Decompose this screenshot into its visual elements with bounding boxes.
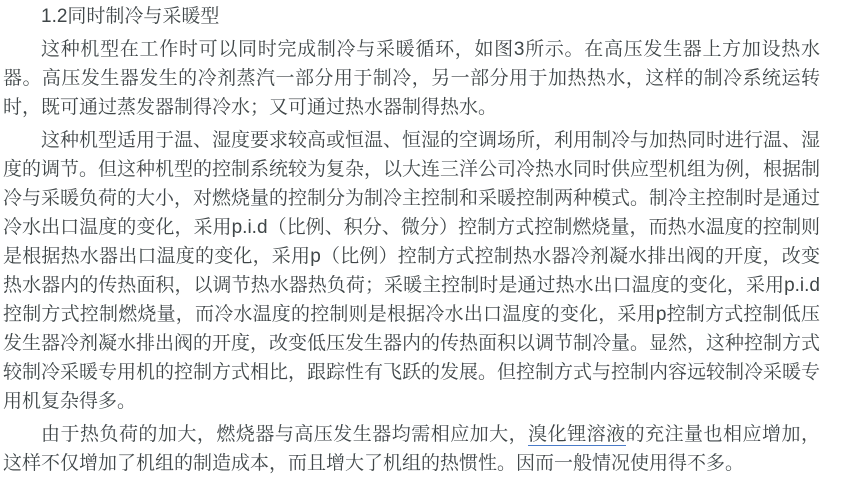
paragraph-control-modes: 这种机型适用于温、湿度要求较高或恒温、恒湿的空调场所，利用制冷与加热同时进行温、湿度的调节。但这种机型的控制系统较为复杂，以大连三洋公司冷热水同时供应型机组为例，根据制冷与采暖负荷的大小，对燃烧量的控制分为制冷主控制和采暖控制两种模式。制冷主控制时是通过冷水出口温度的变化，采用p.i.d（比例、积分、微分）控制方式控制燃烧量，而热水温度的控制则是根据热水器出口温度的变化，采用p（比例）控制方式控制热水器冷剂凝水排出阀的开度，改变热水器内的传热面积，以调节热水器热负荷；采暖主控制时是通过热水出口温度的变化，采用p.i.d控制方式控制燃烧量，而冷水温度的控制则是根据冷水出口温度的变化，采用p控制方式控制低压发生器冷剂凝水排出阀的开度，改变低压发生器内的传热面积以调节制冷量。显然，这种控制方式较制冷采暖专用机的控制方式相比，跟踪性有飞跃的发展。但控制方式与控制内容远较制冷采暖专用机复杂得多。 (3, 130, 821, 412)
paragraph-cost-conclusion (3, 420, 820, 478)
paragraph-machine-description: 这种机型在工作时可以同时完成制冷与采暖循环，如图3所示。在高压发生器上方加设热水器。高压发生器发生的冷剂蒸汽一部分用于制冷，另一部分用于加热热水，这样的制冷系统运转时，既可通过蒸发器制得冷水；又可通过热水器制得热水。 (3, 39, 820, 118)
section-heading: 1.2同时制冷与采暖型 (41, 6, 220, 27)
paragraph-cost-text-before-link: 由于热负荷的加大，燃烧器与高压发生器均需相应加大， (41, 424, 529, 445)
paragraph-cost-text-after-link: 的充注量也相应增加，这样不仅增加了机组的制造成本，而且增大了机组的热惯性。因而一般情况使用得不多。 (3, 424, 820, 474)
lithium-bromide-solution-link[interactable]: 溴化锂溶液 (528, 424, 626, 445)
